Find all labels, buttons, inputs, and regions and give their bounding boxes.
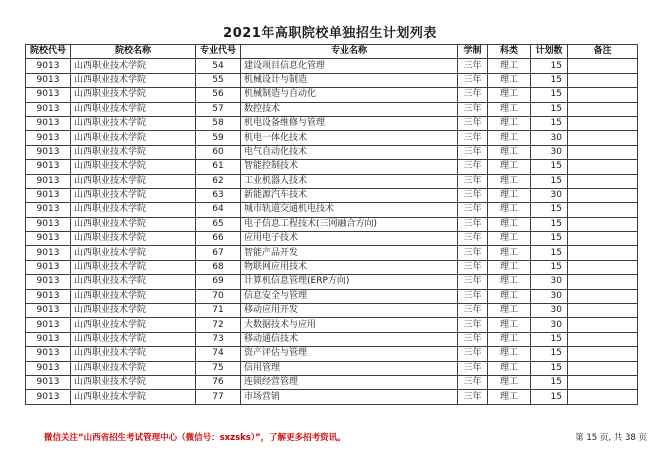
plan-count-cell: 30 — [531, 304, 568, 318]
column-header-remarks: 备注 — [568, 45, 638, 59]
major-code-cell: 76 — [196, 375, 241, 389]
remarks-cell — [568, 347, 638, 361]
plan-count-cell: 15 — [531, 174, 568, 188]
category-cell: 理工 — [488, 203, 531, 217]
category-cell: 理工 — [488, 304, 531, 318]
plan-count-cell: 30 — [531, 318, 568, 332]
college-code-cell: 9013 — [26, 246, 71, 260]
table-row — [26, 116, 638, 130]
duration-cell: 三年 — [458, 375, 488, 389]
major-name-cell: 电气自动化技术 — [241, 145, 458, 159]
remarks-cell — [568, 174, 638, 188]
major-name-cell: 市场营销 — [241, 390, 458, 404]
plan-count-cell: 15 — [531, 347, 568, 361]
college-code-cell: 9013 — [26, 260, 71, 274]
college-name-cell: 山西职业技术学院 — [71, 217, 196, 231]
plan-count-cell: 15 — [531, 73, 568, 87]
table-row — [26, 88, 638, 102]
category-cell: 理工 — [488, 59, 531, 73]
remarks-cell — [568, 375, 638, 389]
table-row — [26, 304, 638, 318]
college-code-cell: 9013 — [26, 217, 71, 231]
plan-count-cell: 30 — [531, 145, 568, 159]
college-name-cell: 山西职业技术学院 — [71, 160, 196, 174]
table-row — [26, 59, 638, 73]
remarks-cell — [568, 73, 638, 87]
major-code-cell: 75 — [196, 361, 241, 375]
category-cell: 理工 — [488, 332, 531, 346]
remarks-cell — [568, 116, 638, 130]
college-code-cell: 9013 — [26, 102, 71, 116]
table-row — [26, 73, 638, 87]
remarks-cell — [568, 188, 638, 202]
remarks-cell — [568, 260, 638, 274]
table-row — [26, 375, 638, 389]
college-name-cell: 山西职业技术学院 — [71, 131, 196, 145]
table-row — [26, 361, 638, 375]
remarks-cell — [568, 246, 638, 260]
college-code-cell: 9013 — [26, 289, 71, 303]
major-name-cell: 城市轨道交通机电技术 — [241, 203, 458, 217]
duration-cell: 三年 — [458, 246, 488, 260]
remarks-cell — [568, 318, 638, 332]
remarks-cell — [568, 88, 638, 102]
major-code-cell: 68 — [196, 260, 241, 274]
table-row — [26, 203, 638, 217]
duration-cell: 三年 — [458, 59, 488, 73]
category-cell: 理工 — [488, 361, 531, 375]
category-cell: 理工 — [488, 116, 531, 130]
college-name-cell: 山西职业技术学院 — [71, 116, 196, 130]
major-code-cell: 74 — [196, 347, 241, 361]
college-name-cell: 山西职业技术学院 — [71, 203, 196, 217]
plan-count-cell: 15 — [531, 203, 568, 217]
plan-count-cell: 30 — [531, 188, 568, 202]
category-cell: 理工 — [488, 246, 531, 260]
college-code-cell: 9013 — [26, 188, 71, 202]
table-row — [26, 160, 638, 174]
major-name-cell: 机械制造与自动化 — [241, 88, 458, 102]
category-cell: 理工 — [488, 145, 531, 159]
duration-cell: 三年 — [458, 145, 488, 159]
plan-count-cell: 15 — [531, 390, 568, 404]
duration-cell: 三年 — [458, 203, 488, 217]
college-code-cell: 9013 — [26, 203, 71, 217]
major-code-cell: 65 — [196, 217, 241, 231]
major-code-cell: 56 — [196, 88, 241, 102]
major-code-cell: 70 — [196, 289, 241, 303]
plan-count-cell: 30 — [531, 289, 568, 303]
duration-cell: 三年 — [458, 390, 488, 404]
duration-cell: 三年 — [458, 188, 488, 202]
major-code-cell: 69 — [196, 275, 241, 289]
major-name-cell: 移动通信技术 — [241, 332, 458, 346]
college-name-cell: 山西职业技术学院 — [71, 304, 196, 318]
category-cell: 理工 — [488, 275, 531, 289]
remarks-cell — [568, 217, 638, 231]
major-name-cell: 连锁经营管理 — [241, 375, 458, 389]
duration-cell: 三年 — [458, 289, 488, 303]
category-cell: 理工 — [488, 88, 531, 102]
table-row — [26, 217, 638, 231]
duration-cell: 三年 — [458, 160, 488, 174]
major-code-cell: 62 — [196, 174, 241, 188]
plan-count-cell: 15 — [531, 59, 568, 73]
duration-cell: 三年 — [458, 174, 488, 188]
plan-count-cell: 15 — [531, 88, 568, 102]
plan-count-cell: 15 — [531, 260, 568, 274]
category-cell: 理工 — [488, 260, 531, 274]
major-code-cell: 55 — [196, 73, 241, 87]
plan-count-cell: 15 — [531, 160, 568, 174]
remarks-cell — [568, 304, 638, 318]
college-name-cell: 山西职业技术学院 — [71, 260, 196, 274]
major-name-cell: 物联网应用技术 — [241, 260, 458, 274]
plan-count-cell: 15 — [531, 217, 568, 231]
major-name-cell: 资产评估与管理 — [241, 347, 458, 361]
duration-cell: 三年 — [458, 260, 488, 274]
major-name-cell: 新能源汽车技术 — [241, 188, 458, 202]
college-code-cell: 9013 — [26, 73, 71, 87]
column-header-plan-count: 计划数 — [531, 45, 568, 59]
major-name-cell: 机电一体化技术 — [241, 131, 458, 145]
table-row — [26, 260, 638, 274]
column-header-college-code: 院校代号 — [26, 45, 71, 59]
remarks-cell — [568, 203, 638, 217]
table-body — [26, 59, 638, 404]
page-indicator: 第 15 页, 共 38 页 — [575, 433, 647, 443]
college-name-cell: 山西职业技术学院 — [71, 318, 196, 332]
college-code-cell: 9013 — [26, 275, 71, 289]
major-code-cell: 63 — [196, 188, 241, 202]
major-code-cell: 67 — [196, 246, 241, 260]
major-code-cell: 64 — [196, 203, 241, 217]
college-code-cell: 9013 — [26, 361, 71, 375]
college-code-cell: 9013 — [26, 390, 71, 404]
plan-count-cell: 15 — [531, 102, 568, 116]
table-row — [26, 232, 638, 246]
major-code-cell: 71 — [196, 304, 241, 318]
plan-count-cell: 15 — [531, 232, 568, 246]
college-name-cell: 山西职业技术学院 — [71, 145, 196, 159]
major-name-cell: 智能产品开发 — [241, 246, 458, 260]
column-header-duration: 学制 — [458, 45, 488, 59]
duration-cell: 三年 — [458, 347, 488, 361]
college-name-cell: 山西职业技术学院 — [71, 59, 196, 73]
major-name-cell: 信用管理 — [241, 361, 458, 375]
college-name-cell: 山西职业技术学院 — [71, 174, 196, 188]
major-name-cell: 工业机器人技术 — [241, 174, 458, 188]
college-name-cell: 山西职业技术学院 — [71, 375, 196, 389]
plan-count-cell: 15 — [531, 361, 568, 375]
remarks-cell — [568, 289, 638, 303]
plan-count-cell: 15 — [531, 332, 568, 346]
major-name-cell: 建设项目信息化管理 — [241, 59, 458, 73]
page-title: 2021年高职院校单独招生计划列表 — [223, 26, 437, 41]
category-cell: 理工 — [488, 188, 531, 202]
category-cell: 理工 — [488, 375, 531, 389]
remarks-cell — [568, 160, 638, 174]
duration-cell: 三年 — [458, 304, 488, 318]
remarks-cell — [568, 102, 638, 116]
college-name-cell: 山西职业技术学院 — [71, 332, 196, 346]
plan-count-cell: 15 — [531, 375, 568, 389]
remarks-cell — [568, 275, 638, 289]
table-row — [26, 145, 638, 159]
plan-count-cell: 30 — [531, 275, 568, 289]
category-cell: 理工 — [488, 390, 531, 404]
category-cell: 理工 — [488, 131, 531, 145]
major-code-cell: 73 — [196, 332, 241, 346]
major-name-cell: 机电设备维修与管理 — [241, 116, 458, 130]
column-header-category: 科类 — [488, 45, 531, 59]
major-name-cell: 机械设计与制造 — [241, 73, 458, 87]
college-code-cell: 9013 — [26, 375, 71, 389]
category-cell: 理工 — [488, 217, 531, 231]
major-name-cell: 计算机信息管理(ERP方向) — [241, 275, 458, 289]
column-header-college-name: 院校名称 — [71, 45, 196, 59]
duration-cell: 三年 — [458, 332, 488, 346]
column-header-major-name: 专业名称 — [241, 45, 458, 59]
table-row — [26, 246, 638, 260]
major-name-cell: 数控技术 — [241, 102, 458, 116]
major-code-cell: 58 — [196, 116, 241, 130]
duration-cell: 三年 — [458, 275, 488, 289]
college-code-cell: 9013 — [26, 304, 71, 318]
major-code-cell: 60 — [196, 145, 241, 159]
college-name-cell: 山西职业技术学院 — [71, 361, 196, 375]
college-name-cell: 山西职业技术学院 — [71, 73, 196, 87]
college-code-cell: 9013 — [26, 59, 71, 73]
major-code-cell: 54 — [196, 59, 241, 73]
college-name-cell: 山西职业技术学院 — [71, 275, 196, 289]
duration-cell: 三年 — [458, 73, 488, 87]
enrollment-plan-table — [25, 44, 638, 405]
category-cell: 理工 — [488, 318, 531, 332]
table-row — [26, 318, 638, 332]
college-code-cell: 9013 — [26, 88, 71, 102]
plan-count-cell: 15 — [531, 246, 568, 260]
table-row — [26, 275, 638, 289]
category-cell: 理工 — [488, 347, 531, 361]
college-code-cell: 9013 — [26, 116, 71, 130]
table-row — [26, 174, 638, 188]
college-code-cell: 9013 — [26, 318, 71, 332]
duration-cell: 三年 — [458, 88, 488, 102]
duration-cell: 三年 — [458, 232, 488, 246]
plan-count-cell: 30 — [531, 131, 568, 145]
duration-cell: 三年 — [458, 116, 488, 130]
college-code-cell: 9013 — [26, 347, 71, 361]
college-code-cell: 9013 — [26, 332, 71, 346]
major-name-cell: 移动应用开发 — [241, 304, 458, 318]
table-row — [26, 347, 638, 361]
major-name-cell: 智能控制技术 — [241, 160, 458, 174]
duration-cell: 三年 — [458, 131, 488, 145]
remarks-cell — [568, 131, 638, 145]
plan-count-cell: 15 — [531, 116, 568, 130]
remarks-cell — [568, 145, 638, 159]
category-cell: 理工 — [488, 102, 531, 116]
table-header-row — [26, 45, 638, 59]
major-name-cell: 电子信息工程技术(三网融合方向) — [241, 217, 458, 231]
college-name-cell: 山西职业技术学院 — [71, 102, 196, 116]
wechat-notice: 微信关注“山西省招生考试管理中心（微信号：sxzsks）”，了解更多招考资讯。 — [44, 433, 346, 443]
college-name-cell: 山西职业技术学院 — [71, 88, 196, 102]
major-code-cell: 77 — [196, 390, 241, 404]
college-name-cell: 山西职业技术学院 — [71, 188, 196, 202]
major-code-cell: 61 — [196, 160, 241, 174]
column-header-major-code: 专业代号 — [196, 45, 241, 59]
college-name-cell: 山西职业技术学院 — [71, 232, 196, 246]
college-name-cell: 山西职业技术学院 — [71, 390, 196, 404]
remarks-cell — [568, 232, 638, 246]
category-cell: 理工 — [488, 174, 531, 188]
major-code-cell: 57 — [196, 102, 241, 116]
table-row — [26, 390, 638, 404]
college-name-cell: 山西职业技术学院 — [71, 289, 196, 303]
duration-cell: 三年 — [458, 217, 488, 231]
college-code-cell: 9013 — [26, 232, 71, 246]
table-row — [26, 289, 638, 303]
duration-cell: 三年 — [458, 318, 488, 332]
college-code-cell: 9013 — [26, 174, 71, 188]
table-row — [26, 188, 638, 202]
major-name-cell: 信息安全与管理 — [241, 289, 458, 303]
major-name-cell: 大数据技术与应用 — [241, 318, 458, 332]
duration-cell: 三年 — [458, 102, 488, 116]
category-cell: 理工 — [488, 289, 531, 303]
table-row — [26, 332, 638, 346]
major-name-cell: 应用电子技术 — [241, 232, 458, 246]
college-name-cell: 山西职业技术学院 — [71, 246, 196, 260]
duration-cell: 三年 — [458, 361, 488, 375]
college-code-cell: 9013 — [26, 131, 71, 145]
remarks-cell — [568, 390, 638, 404]
major-code-cell: 59 — [196, 131, 241, 145]
category-cell: 理工 — [488, 232, 531, 246]
category-cell: 理工 — [488, 160, 531, 174]
remarks-cell — [568, 59, 638, 73]
major-code-cell: 66 — [196, 232, 241, 246]
category-cell: 理工 — [488, 73, 531, 87]
table-row — [26, 102, 638, 116]
college-code-cell: 9013 — [26, 160, 71, 174]
remarks-cell — [568, 361, 638, 375]
college-code-cell: 9013 — [26, 145, 71, 159]
table-row — [26, 131, 638, 145]
major-code-cell: 72 — [196, 318, 241, 332]
college-name-cell: 山西职业技术学院 — [71, 347, 196, 361]
remarks-cell — [568, 332, 638, 346]
